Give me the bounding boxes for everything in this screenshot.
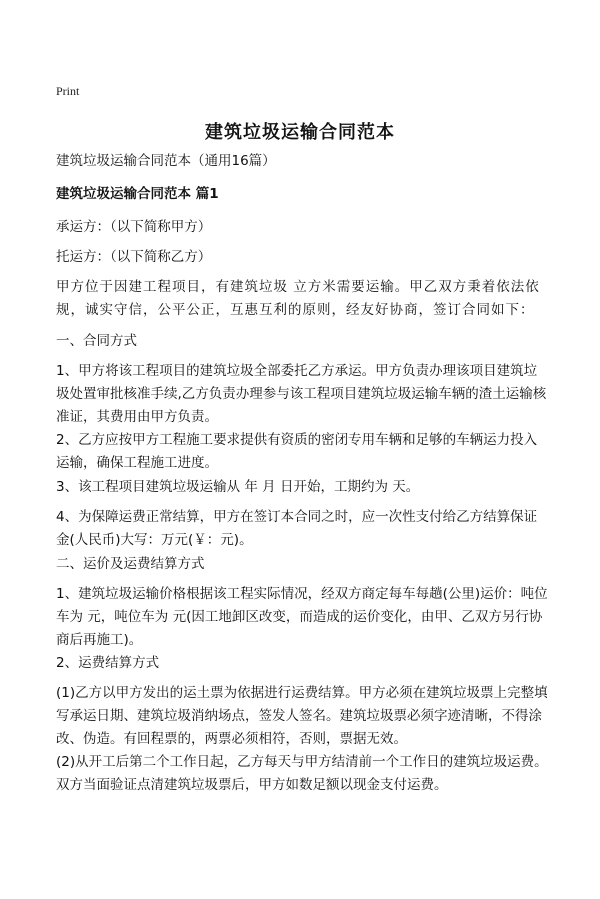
print-link[interactable]: Print bbox=[56, 84, 80, 98]
paragraph-carrier: 承运方：（以下简称甲方） bbox=[56, 219, 212, 235]
paragraph-clause-4: 4、为保障运费正常结算，甲方在签订本合同之时，应一次性支付给乙方结算保证金(人民币)大写：万元(￥：元)。 bbox=[56, 509, 538, 548]
paragraph-clause-1: 1、甲方将该工程项目的建筑垃圾全部委托乙方承运。甲方负责办理该项目建筑垃圾处置审批核准手续,乙方负责办理参与该工程项目建筑垃圾运输车辆的渣土运输核准证，其费用由甲方负责。 bbox=[56, 363, 547, 425]
heading-contract-method: 一、合同方式 bbox=[56, 333, 137, 349]
paragraph-intro: 甲方位于因建工程项目，有建筑垃圾 立方米需要运输。甲乙双方秉着依法依规，诚实守信，公平公正，互惠互利的原则，经友好协商，签订合同如下： bbox=[56, 279, 540, 318]
paragraph-settlement-1: (1)乙方以甲方发出的运土票为依据进行运费结算。甲方必须在建筑垃圾票上完整填写承运日期、建筑垃圾消纳场点，签发人签名。建筑垃圾票必须字迹清晰，不得涂改、伪造。有回程票的，两票必须相符，否则，票据无效。 bbox=[56, 685, 548, 747]
document-subtitle: 建筑垃圾运输合同范本（通用16篇） bbox=[56, 153, 276, 169]
paragraph-pricing-1: 1、建筑垃圾运输价格根据该工程实际情况，经双方商定每车每趟(公里)运价：吨位车为 元，吨位车为 元(因工地卸区改变，而造成的运价变化，由甲、乙双方另行协商后再施工)。 bbox=[56, 586, 548, 648]
document-title: 建筑垃圾运输合同范本 bbox=[205, 122, 395, 143]
paragraph-settlement-2: (2)从开工后第二个工作日起，乙方每天与甲方结清前一个工作日的建筑垃圾运费。双方当面验证点清建筑垃圾票后，甲方如数足额以现金支付运费。 bbox=[56, 754, 548, 793]
section-title: 建筑垃圾运输合同范本 篇1 bbox=[56, 186, 219, 202]
heading-pricing: 二、运价及运费结算方式 bbox=[56, 556, 205, 572]
paragraph-clause-3: 3、该工程项目建筑垃圾运输从 年 月 日开始，工期约为 天。 bbox=[56, 479, 420, 495]
paragraph-clause-2: 2、乙方应按甲方工程施工要求提供有资质的密闭专用车辆和足够的车辆运力投入运输，确保工程施工进度。 bbox=[56, 432, 538, 471]
heading-settlement: 2、运费结算方式 bbox=[56, 655, 160, 671]
paragraph-shipper: 托运方：（以下简称乙方） bbox=[56, 249, 212, 265]
